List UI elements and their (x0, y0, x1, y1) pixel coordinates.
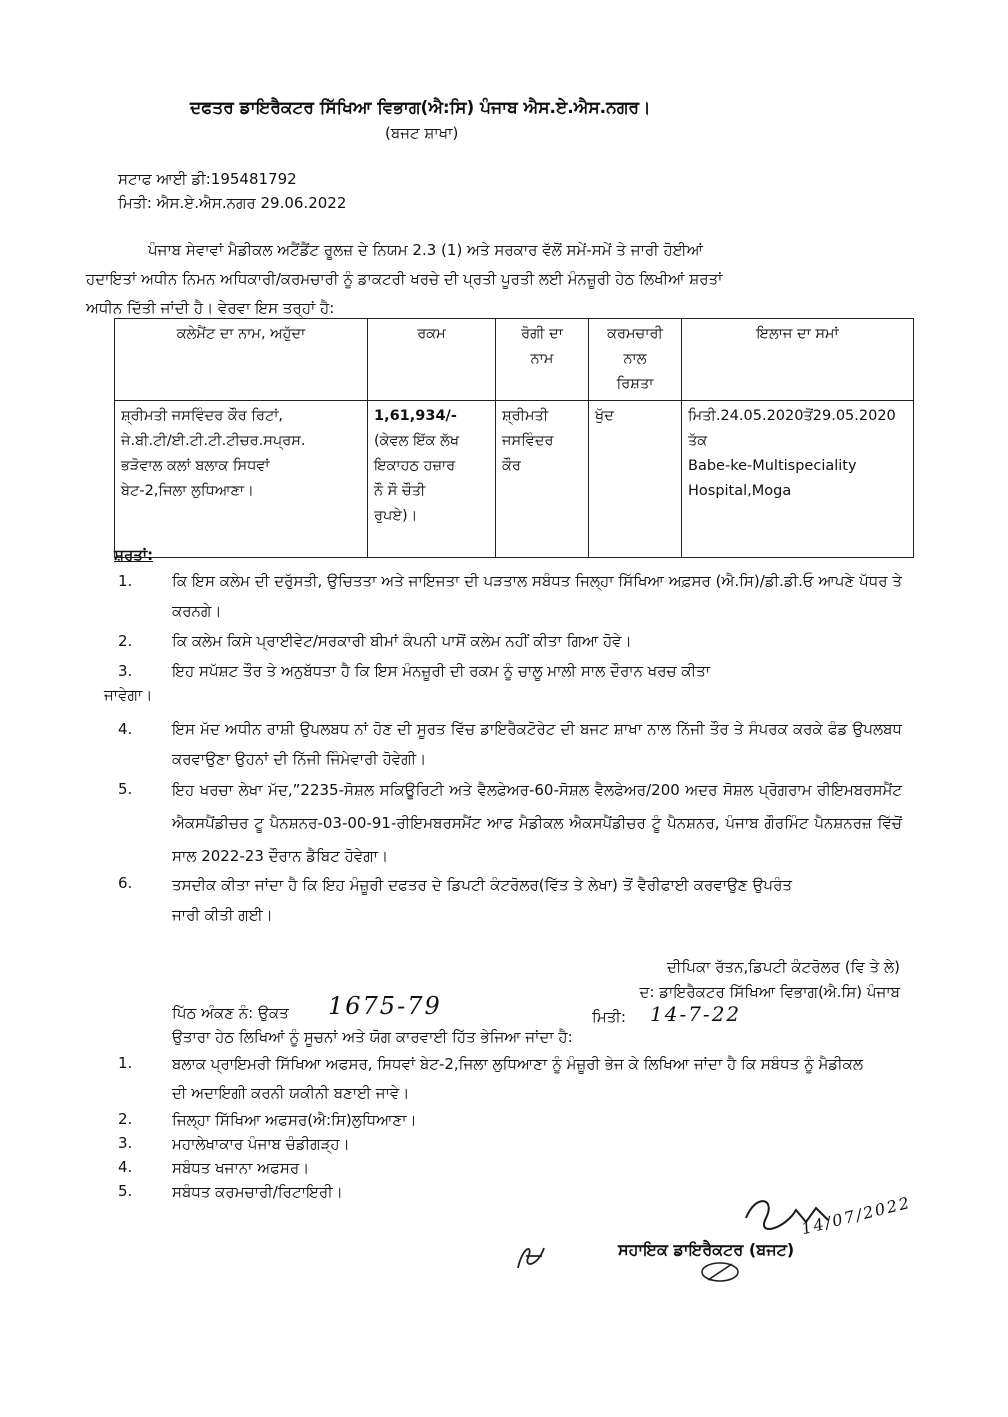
initials-signature-icon (512, 1238, 552, 1274)
recipient-1-num: 1. (118, 1054, 133, 1072)
condition-2-num: 2. (118, 632, 133, 650)
recipient-3-num: 3. (118, 1134, 133, 1152)
condition-6-num: 6. (118, 874, 133, 892)
condition-3-num: 3. (118, 662, 133, 680)
signatory-line-1: ਦੀਪਿਕਾ ਰੱਤਨ,ਡਿਪਟੀ ਕੰਟਰੋਲਰ (ਵਿ ਤੇ ਲੇ) (667, 958, 900, 976)
amount-words-l4: ਰੁਪਏ)। (374, 508, 418, 524)
office-title: ਦਫਤਰ ਡਾਇਰੈਕਟਰ ਸਿੱਖਿਆ ਵਿਭਾਗ(ਐ:ਸਿ) ਪੰਜਾਬ ਐਸ.ਏ.ਐਸ.ਨਗਰ। (190, 98, 651, 118)
intro-paragraph (86, 236, 906, 323)
forwarding-intro: ਉਤਾਰਾ ਹੇਠ ਲਿਖਿਆਂ ਨੂੰ ਸੂਚਨਾਂ ਅਤੇ ਯੋਗ ਕਾਰਵਾਈ ਹਿੱਤ ਭੇਜਿਆ ਜਾਂਦਾ ਹੈ: (172, 1028, 573, 1046)
recipient-3-text: ਮਹਾਲੇਖਾਕਾਰ ਪੰਜਾਬ ਚੰਡੀਗੜ੍ਹ। (172, 1135, 350, 1153)
header-relation (589, 319, 682, 401)
endorsement-label: ਪਿੱਠ ਅੰਕਣ ਨੰ: ਉਕਤ (172, 1004, 289, 1022)
assistant-designation: ਸਹਾਇਕ ਡਾਇਰੈਕਟਰ (ਬਜਟ) (618, 1240, 795, 1259)
recipient-4-text: ਸਬੰਧਤ ਖਜਾਨਾ ਅਫਸਰ। (172, 1159, 310, 1177)
cell-relation: ਖੁੱਦ (589, 401, 682, 558)
amount-value: 1,61,934/- (374, 408, 457, 424)
designation-initials-icon (698, 1258, 748, 1288)
endorsement-date-label: ਮਿਤੀ: (592, 1008, 626, 1026)
intro-line-1: ਪੰਜਾਬ ਸੇਵਾਵਾਂ ਮੈਡੀਕਲ ਅਟੈਂਡੈਂਟ ਰੂਲਜ਼ ਦੇ ਨਿਯਮ 2.3 (1) ਅਤੇ ਸਰਕਾਰ ਵੱਲੋਂ ਸਮੇਂ-ਸਮੇਂ ਤੇ ਜਾਰੀ ਹੋਈਆਂ (148, 241, 703, 259)
claimant-l2: ਜੇ.ਬੀ.ਟੀ/ਈ.ਟੀ.ਟੀ.ਟੀਚਰ.ਸਪ੍ਰਸ. (121, 433, 306, 449)
header-relation-l2: ਨਾਲ (623, 351, 647, 367)
table-row (115, 401, 914, 558)
intro-line-2: ਹਦਾਇਤਾਂ ਅਧੀਨ ਨਿਮਨ ਅਧਿਕਾਰੀ/ਕਰਮਚਾਰੀ ਨੂੰ ਡਾਕਟਰੀ ਖਰਚੇ ਦੀ ਪ੍ਰਤੀ ਪੂਰਤੀ ਲਈ ਮੰਨਜ਼ੂਰੀ ਹੇਠ ਲਿਖੀਆਂ ਸ਼ਰਤਾਂ (86, 270, 723, 288)
endorsement-date: 14-7-22 (650, 1002, 742, 1026)
cell-amount (368, 401, 496, 558)
endorsement-number: 1675-79 (328, 992, 442, 1020)
condition-5-text: ਇਹ ਖਰਚਾ ਲੇਖਾ ਮੱਦ,”2235-ਸੋਸ਼ਲ ਸਕਿਊਰਿਟੀ ਅਤੇ ਵੈਲਫੇਅਰ-60-ਸੋਸ਼ਲ ਵੈਲਫੇਅਰ/200 ਅਦਰ ਸੋਸ਼ਲ ਪ੍ਰੋਗਰਾਮ ਰੀਇਮਬਰਸਮੈਂਟ ਐਕਸਪੈਂਡੀਚਰ ਟੂ ਪੈਨਸ਼ਨਰ-03-00-91-ਰੀਇਮਬਰਸਮੈਂਟ ਆਫ ਮੈਡੀਕਲ ਐਕਸਪੈਂਡੀਚਰ ਟੂੰ ਪੈਨਸ਼ਨਰ, ਪੰਜਾਬ ਗੌਰਮਿੰਟ ਪੈਨਸ਼ਨਰਜ਼ ਵਿੱਚੋਂ ਸਾਲ 2022-23 ਦੌਰਾਨ ਡੈਬਿਟ ਹੋਵੇਗਾ। (172, 781, 902, 865)
header-patient (496, 319, 589, 401)
table-header-row (115, 319, 914, 401)
staff-id: ਸਟਾਫ ਆਈ ਡੀ:195481792 (118, 170, 297, 188)
cell-claimant (115, 401, 368, 558)
recipient-5-text: ਸਬੰਧਤ ਕਰਮਚਾਰੀ/ਰਿਟਾਇਰੀ। (172, 1183, 343, 1201)
header-relation-l3: ਰਿਸ਼ਤਾ (616, 376, 654, 392)
recipient-5-num: 5. (118, 1182, 133, 1200)
hospital-l2: Hospital,Moga (688, 483, 792, 499)
patient-l3: ਕੌਰ (502, 458, 521, 474)
period-l2: ਤੱਕ (688, 433, 708, 449)
recipient-2-text: ਜਿਲ੍ਹਾ ਸਿੱਖਿਆ ਅਫਸਰ(ਐ:ਸਿ)ਲੁਧਿਆਣਾ। (172, 1111, 417, 1129)
header-relation-l1: ਕਰਮਚਾਰੀ (607, 326, 663, 342)
recipient-4-num: 4. (118, 1158, 133, 1176)
condition-1-num: 1. (118, 572, 133, 590)
patient-l2: ਜਸਵਿੰਦਰ (502, 433, 554, 449)
issue-date: ਮਿਤੀ: ਐਸ.ਏ.ਐਸ.ਨਗਰ 29.06.2022 (118, 194, 347, 212)
patient-l1: ਸ਼੍ਰੀਮਤੀ (502, 408, 549, 424)
intro-line-3: ਅਧੀਨ ਦਿੱਤੀ ਜਾਂਦੀ ਹੈ। ਵੇਰਵਾ ਇਸ ਤਰ੍ਹਾਂ ਹੈ: (86, 299, 335, 317)
condition-2-text: ਕਿ ਕਲੇਮ ਕਿਸੇ ਪ੍ਰਾਈਵੇਟ/ਸਰਕਾਰੀ ਬੀਮਾਂ ਕੰਪਨੀ ਪਾਸੋਂ ਕਲੇਮ ਨਹੀਂ ਕੀਤਾ ਗਿਆ ਹੋਵੇ। (172, 632, 632, 650)
amount-words-l3: ਨੌ ਸੌ ਚੌਤੀ (374, 483, 426, 499)
condition-1-text: ਕਿ ਇਸ ਕਲੇਮ ਦੀ ਦਰੁੱਸਤੀ, ਉਚਿਤਤਾ ਅਤੇ ਜਾਇਜਤਾ ਦੀ ਪੜਤਾਲ ਸਬੰਧਤ ਜਿਲ੍ਹਾ ਸਿੱਖਿਆ ਅਫ਼ਸਰ (ਐ.ਸਿ)/ਡੀ.ਡੀ.ਓ ਆਪਣੇ ਪੱਧਰ ਤੇ ਕਰਨਗੇ। (172, 572, 902, 620)
hospital-l1: Babe-ke-Multispeciality (688, 458, 857, 474)
signatory-line-2: ਦ: ਡਾਇਰੈਕਟਰ ਸਿੱਖਿਆ ਵਿਭਾਗ(ਐ.ਸਿ) ਪੰਜਾਬ (639, 983, 900, 1001)
amount-words-l1: (ਕੇਵਲ ਇੱਕ ਲੱਖ (374, 433, 460, 449)
condition-4-num: 4. (118, 720, 133, 738)
recipient-2-num: 2. (118, 1110, 133, 1128)
header-claimant: ਕਲੇਮੈਂਟ ਦਾ ਨਾਮ, ਅਹੁੱਦਾ (115, 319, 368, 401)
header-amount: ਰਕਮ (368, 319, 496, 401)
condition-3-text: ਇਹ ਸਪੱਸ਼ਟ ਤੌਰ ਤੇ ਅਨੁਬੱਧਤਾ ਹੈ ਕਿ ਇਸ ਮੰਨਜ਼ੂਰੀ ਦੀ ਰਕਮ ਨੂੰ ਚਾਲੂ ਮਾਲੀ ਸਾਲ ਦੌਰਾਨ ਖਰਚ ਕੀਤਾ (172, 662, 711, 680)
assistant-signature-date: 14/07/2022 (799, 1192, 913, 1239)
condition-6-text: ਤਸਦੀਕ ਕੀਤਾ ਜਾਂਦਾ ਹੈ ਕਿ ਇਹ ਮੰਜ਼ੂਰੀ ਦਫਤਰ ਦੇ ਡਿਪਟੀ ਕੰਟਰੋਲਰ(ਵਿੱਤ ਤੇ ਲੇਖਾ) ਤੋਂ ਵੈਰੀਫਾਈ ਕਰਵਾਉਣ ਉਪਰੰਤ ਜਾਰੀ ਕੀਤੀ ਗਈ। (172, 876, 792, 924)
claimant-l4: ਬੇਟ-2,ਜਿਲਾ ਲੁਧਿਆਣਾ। (121, 483, 254, 499)
header-patient-l1: ਰੋਗੀ ਦਾ (521, 326, 563, 342)
period-l1: ਮਿਤੀ.24.05.2020ਤੋਂ29.05.2020 (688, 408, 896, 424)
condition-5-num: 5. (118, 780, 133, 798)
recipient-1-text: ਬਲਾਕ ਪ੍ਰਾਇਮਰੀ ਸਿੱਖਿਆ ਅਫਸਰ, ਸਿਧਵਾਂ ਬੇਟ-2,ਜਿਲਾ ਲੁਧਿਆਣਾ ਨੂੰ ਮੰਜ਼ੂਰੀ ਭੇਜ ਕੇ ਲਿਖਿਆ ਜਾਂਦਾ ਹੈ ਕਿ ਸਬੰਧਤ ਨੂੰ ਮੈਡੀਕਲ ਦੀ ਅਦਾਇਗੀ ਕਰਨੀ ਯਕੀਨੀ ਬਣਾਈ ਜਾਵੇ। (172, 1055, 864, 1102)
condition-4-text: ਇਸ ਮੱਦ ਅਧੀਨ ਰਾਸ਼ੀ ਉਪਲਬਧ ਨਾਂ ਹੋਣ ਦੀ ਸੂਰਤ ਵਿੱਚ ਡਾਇਰੈਕਟੋਰੇਟ ਦੀ ਬਜਟ ਸ਼ਾਖਾ ਨਾਲ ਨਿੱਜੀ ਤੌਰ ਤੇ ਸੰਪਰਕ ਕਰਕੇ ਫੰਡ ਉਪਲਬਧ ਕਰਵਾਉਣਾ ਉਹਨਾਂ ਦੀ ਨਿੱਜੀ ਜਿੰਮੇਵਾਰੀ ਹੋਵੇਗੀ। (172, 720, 902, 768)
cell-period (682, 401, 914, 558)
cell-patient (496, 401, 589, 558)
claimant-l3: ਭੜੋਵਾਲ ਕਲਾਂ ਬਲਾਕ ਸਿਧਵਾਂ (121, 458, 270, 474)
claim-table (114, 318, 914, 558)
branch-subtitle: (ਬਜਟ ਸ਼ਾਖਾ) (385, 124, 459, 142)
condition-3-cont: ਜਾਵੇਗਾ। (104, 686, 153, 704)
header-patient-l2: ਨਾਮ (530, 351, 554, 367)
conditions-title: ਸ਼ਰਤਾਂ: (114, 546, 154, 564)
header-period: ਇਲਾਜ ਦਾ ਸਮਾਂ (682, 319, 914, 401)
amount-words-l2: ਇਕਾਹਠ ਹਜ਼ਾਰ (374, 458, 456, 474)
claimant-l1: ਸ਼੍ਰੀਮਤੀ ਜਸਵਿੰਦਰ ਕੌਰ ਰਿਟਾਂ, (121, 408, 284, 424)
